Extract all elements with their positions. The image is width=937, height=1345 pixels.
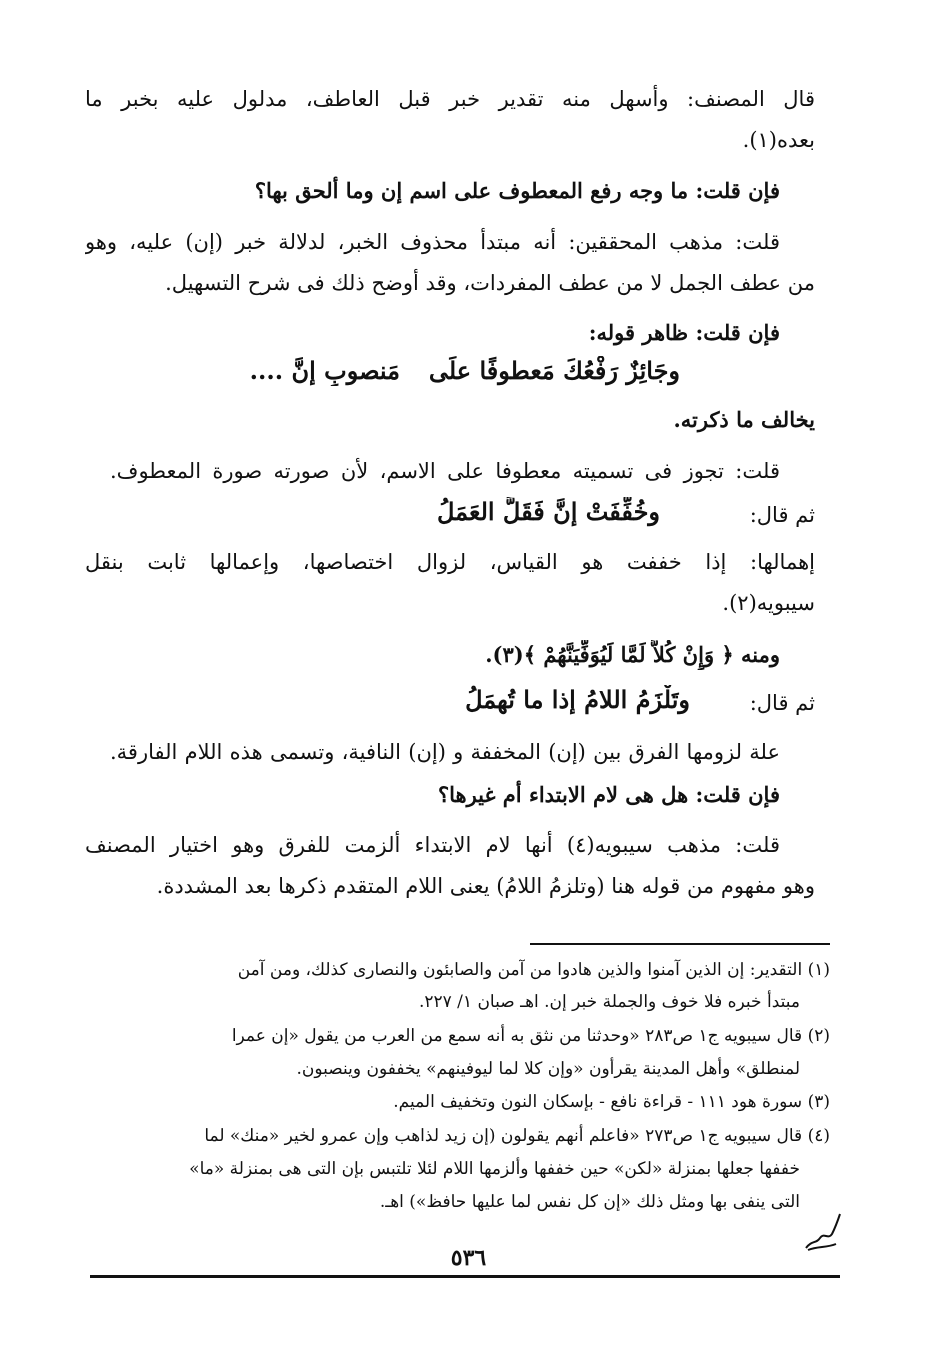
text-line: فإن قلت: ما وجه رفع المعطوف على اسم إن وما ألحق بها؟ <box>254 178 780 203</box>
verse-hemistich-second: مَنصوبِ إنَّ .... <box>249 356 400 385</box>
scribble-mark-icon <box>802 1210 842 1255</box>
footnote-separator <box>530 943 830 945</box>
text-line: قلت: تجوز فى تسميته معطوفا على الاسم، لأن صورته صورة المعطوف. <box>110 459 780 483</box>
footnote-line: خففها جعلها بمنزلة «لكن» حين خففها وألزمها اللام لئلا تلتبس بإن التى هى بمنزلة «ما» <box>189 1159 800 1179</box>
text-line: من عطف الجمل لا من عطف المفردات، وقد أوضح ذلك فى شرح التسهيل. <box>165 271 815 295</box>
footnote-line: لمنطلق» وأهل المدينة يقرأون «وإن كلا لما ليوفينهم» يخففون وينصبون. <box>296 1059 800 1079</box>
text-line: فإن قلت: ظاهر قوله: <box>588 320 780 345</box>
footnote-line: مبتدأ خبره فلا خوف والجملة خبر إن. اهـ صبان ١/ ٢٢٧. <box>418 992 800 1012</box>
footnote-line: (١) التقدير: إن الذين آمنوا والذين هادوا من آمن والصابئون والنصارى كذلك، ومن آمن <box>237 960 830 980</box>
text-line: بعده(١). <box>742 128 815 152</box>
text-line: يخالف ما ذكرته. <box>673 407 815 432</box>
text-line: قلت: مذهب سيبويه(٤) أنها لام الابتداء ألزمت للفرق وهو اختيار المصنف <box>85 833 780 857</box>
text-line: ثم قال: <box>749 503 815 527</box>
footnote-line: التى ينفى بها ومثل ذلك «إن كل نفس لما عليها حافظ») اهـ. <box>379 1192 800 1212</box>
text-line: وهو مفهوم من قوله هنا (وتلزمُ اللامُ) يعنى اللام المتقدم ذكرها بعد المشددة. <box>156 874 815 898</box>
verse-line: وخُفِّفَتْ إنَّ فَقَلَّ العَمَلُ <box>436 497 660 526</box>
text-line: علة لزومها الفرق بين (إن) المخففة و (إن) النافية، وتسمى هذه اللام الفارقة. <box>110 740 780 764</box>
page-number: ٥٣٦ <box>450 1245 487 1271</box>
text-line: ومنه ﴿ وَإِنْ كُلاًّ لَمَّا لَيُوَفِّيَنَّهُمْ ﴾(٣). <box>485 642 780 667</box>
text-line: إهمالها: إذا خففت هو القياس، لزوال اختصاصها، وإعمالها ثابت بنقل <box>85 550 815 574</box>
footnote-line: (٣) سورة هود ١١١ - قراءة نافع - بإسكان النون وتخفيف الميم. <box>393 1092 830 1112</box>
text-line: ثم قال: <box>749 691 815 715</box>
verse-hemistich-first: وجَائِزٌ رَفْعُكَ مَعطوفًا علَى <box>428 356 680 385</box>
bottom-rule <box>90 1275 840 1278</box>
verse-line: وتَلْزَمُ اللامُ إذا ما تُهمَلُ <box>465 685 690 714</box>
footnote-line: (٢) قال سيبويه ج١ ص٢٨٣ «وحدثنا من نثق به أنه سمع من العرب من يقول «إن عمرا <box>231 1026 830 1046</box>
text-line: فإن قلت: هل هى لام الابتداء أم غيرها؟ <box>437 782 780 807</box>
text-line: قلت: مذهب المحققين: أنه مبتدأ محذوف الخبر، لدلالة خبر (إن) عليه، وهو <box>85 230 780 254</box>
text-line: سيبويه(٢). <box>722 591 815 615</box>
text-line: قال المصنف: وأسهل منه تقدير خبر قبل العاطف، مدلول عليه بخبر ما <box>85 87 815 111</box>
footnote-line: (٤) قال سيبويه ج١ ص٢٧٣ «فاعلم أنهم يقولون (إن زيد لذاهب وإن عمرو لخير «منك» لما <box>204 1126 830 1146</box>
